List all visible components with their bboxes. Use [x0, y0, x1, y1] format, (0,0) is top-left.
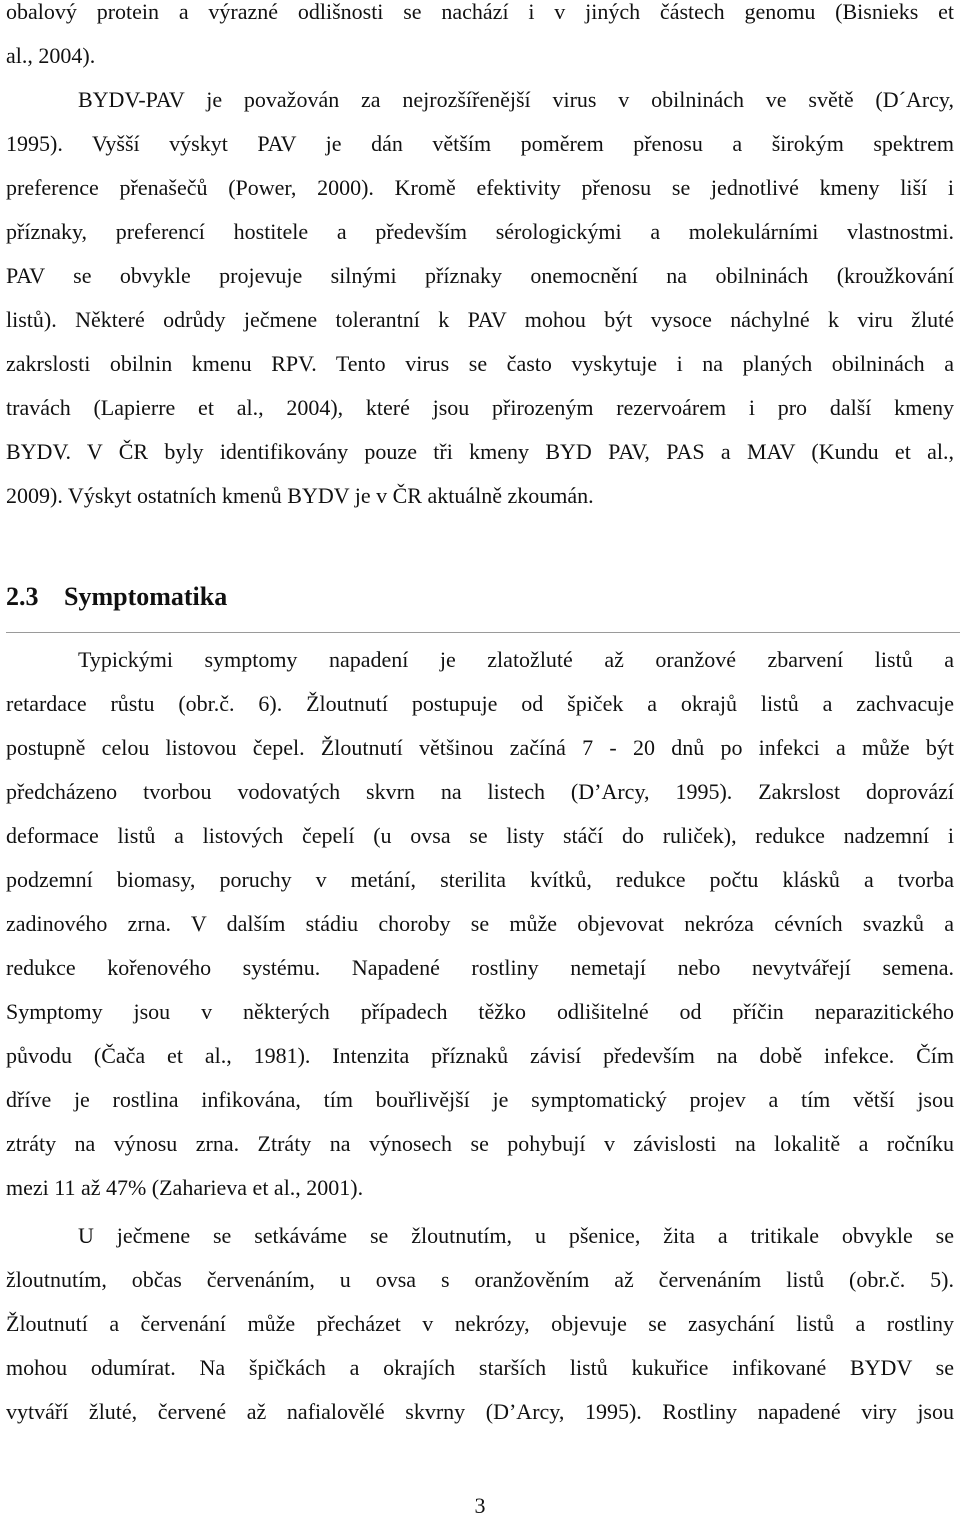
section-heading	[6, 574, 227, 620]
text-line: vytváří žluté, červené až nafialovělé skvrny (D’Arcy, 1995). Rostliny napadené viry jsou	[6, 1399, 954, 1424]
text-line: postupně celou listovou čepel. Žloutnutí většinou začíná 7 - 20 dnů po infekci a může být	[6, 735, 954, 760]
text-line: příznaky, preferencí hostitele a především sérologickými a molekulárními vlastnostmi.	[6, 219, 954, 244]
text-line: U ječmene se setkáváme se žloutnutím, u pšenice, žita a tritikale obvykle se	[78, 1223, 954, 1248]
text-line: deformace listů a listových čepelí (u ovsa se listy stáčí do ruliček), redukce nadzemní i	[6, 823, 954, 848]
text-line: Žloutnutí a červenání může přecházet v nekrózy, objevuje se zasychání listů a rostliny	[6, 1311, 954, 1336]
text-line: zadinového zrna. V dalším stádiu choroby se může objevovat nekróza cévních svazků a	[6, 911, 954, 936]
text-line: BYDV. V ČR byly identifikovány pouze tři kmeny BYD PAV, PAS a MAV (Kundu et al.,	[6, 439, 954, 464]
text-line: předcházeno tvorbou vodovatých skvrn na listech (D’Arcy, 1995). Zakrslost doprovází	[6, 779, 954, 804]
text-line: preference přenašečů (Power, 2000). Kromě efektivity přenosu se jednotlivé kmeny liší i	[6, 175, 954, 200]
section-number: 2.3	[6, 582, 39, 611]
text-line: obalový protein a výrazné odlišnosti se nachází i v jiných částech genomu (Bisnieks et	[6, 0, 954, 24]
text-line: Typickými symptomy napadení je zlatožluté až oranžové zbarvení listů a	[78, 647, 954, 672]
page-number: 3	[474, 1493, 486, 1518]
text-line: 2009). Výskyt ostatních kmenů BYDV je v ČR aktuálně zkoumán.	[6, 483, 594, 508]
text-line: ztráty na výnosu zrna. Ztráty na výnosech se pohybují v závislosti na lokalitě a ročníku	[6, 1131, 954, 1156]
text-line: žloutnutím, občas červenáním, u ovsa s oranžověním až červenáním listů (obr.č. 5).	[6, 1267, 954, 1292]
text-line: PAV se obvykle projevuje silnými příznaky onemocnění na obilninách (kroužkování	[6, 263, 954, 288]
text-line: Symptomy jsou v některých případech těžko odlišitelné od příčin neparazitického	[6, 999, 954, 1024]
text-line: zakrslosti obilnin kmenu RPV. Tento virus se často vyskytuje i na planých obilninách a	[6, 351, 954, 376]
text-line: listů). Některé odrůdy ječmene tolerantní k PAV mohou být vysoce náchylné k viru žluté	[6, 307, 954, 332]
text-line: dříve je rostlina infikována, tím bouřlivější je symptomatický projev a tím větší jsou	[6, 1087, 954, 1112]
text-line: redukce kořenového systému. Napadené rostliny nemetají nebo nevytvářejí semena.	[6, 955, 954, 980]
text-line: původu (Čača et al., 1981). Intenzita příznaků závisí především na době infekce. Čím	[6, 1043, 954, 1068]
text-line: mohou odumírat. Na špičkách a okrajích starších listů kukuřice infikované BYDV se	[6, 1355, 954, 1380]
heading-underline	[6, 632, 960, 633]
text-line: BYDV-PAV je považován za nejrozšířenější virus v obilninách ve světě (D´Arcy,	[78, 87, 954, 112]
text-line: mezi 11 až 47% (Zaharieva et al., 2001).	[6, 1175, 364, 1200]
text-line: retardace růstu (obr.č. 6). Žloutnutí postupuje od špiček a okrajů listů a zachvacuje	[6, 691, 954, 716]
text-line: al., 2004).	[6, 43, 96, 68]
section-title: Symptomatika	[64, 582, 228, 611]
text-line: 1995). Vyšší výskyt PAV je dán větším poměrem přenosu a širokým spektrem	[6, 131, 954, 156]
text-line: travách (Lapierre et al., 2004), které jsou přirozeným rezervoárem i pro další kmeny	[6, 395, 954, 420]
text-line: podzemní biomasy, poruchy v metání, sterilita kvítků, redukce počtu klásků a tvorba	[6, 867, 954, 892]
